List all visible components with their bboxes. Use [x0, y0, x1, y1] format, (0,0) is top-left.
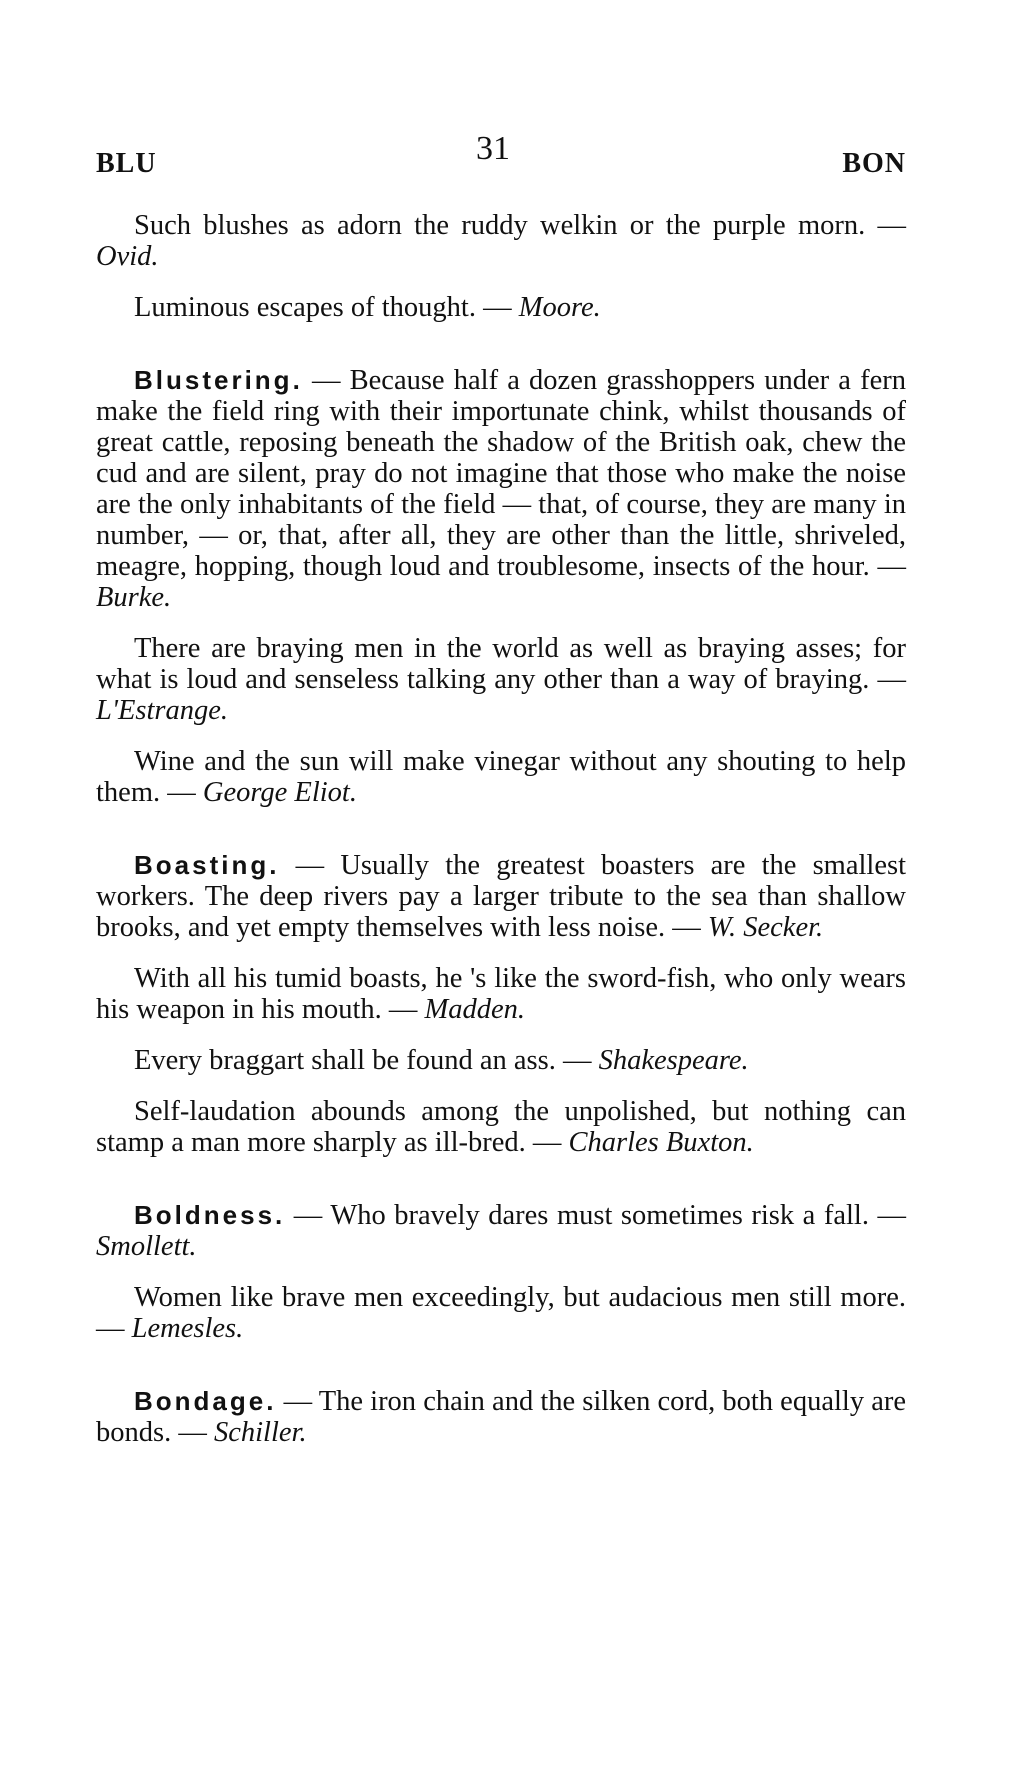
quote-paragraph	[96, 963, 906, 1025]
quote-author: Ovid.	[96, 241, 159, 272]
quote-text: — The iron chain and the silken cord, both equally are bonds. —	[96, 1386, 906, 1448]
entry-paragraph	[96, 1200, 906, 1262]
quote-author: Smollett.	[96, 1231, 197, 1262]
quote-text: Wine and the sun will make vinegar without any shouting to help them. —	[96, 746, 906, 808]
quote-paragraph	[96, 746, 906, 808]
quote-paragraph	[96, 1045, 906, 1076]
quote-text: — Who bravely dares must sometimes risk a fall. —	[285, 1200, 906, 1231]
entry-paragraph	[96, 1386, 906, 1448]
entry-term: Bondage.	[134, 1386, 277, 1416]
quote-text: Such blushes as adorn the ruddy welkin or the purple morn. —	[134, 210, 906, 241]
quote-author: W. Secker.	[707, 912, 824, 943]
quote-paragraph	[96, 292, 906, 323]
quote-author: George Eliot.	[202, 777, 357, 808]
quote-text: Self-laudation abounds among the unpolished, but nothing can stamp a man more sharply as ill-bred. —	[96, 1096, 906, 1158]
quote-text: There are braying men in the world as well as braying asses; for what is loud and senseless talking any other than a way of braying. —	[96, 633, 906, 695]
quote-paragraph	[96, 210, 906, 272]
quote-author: Burke.	[96, 582, 172, 613]
quote-paragraph	[96, 1096, 906, 1158]
quote-text: — Because half a dozen grasshoppers under a fern make the field ring with their importunate chink, whilst thousands of great cattle, reposing beneath the shadow of the British oak, chew the cud and are silent, pray do not imagine that those who make the noise are the only inhabitants of the field — that, of course, they are many in number, — or, that, after all, they are other than the little, shriveled, meagre, hopping, though loud and troublesome, insects of the hour. —	[96, 365, 906, 582]
quote-paragraph	[96, 1282, 906, 1344]
quote-author: Shakespeare.	[598, 1045, 749, 1076]
entry-term: Boldness.	[134, 1200, 286, 1230]
page-body	[96, 210, 906, 1468]
quote-author: Schiller.	[213, 1417, 307, 1448]
quote-text: Luminous escapes of thought. —	[134, 292, 519, 323]
quote-author: L'Estrange.	[96, 695, 228, 726]
page-number: 31	[476, 130, 510, 167]
quote-text: — Usually the greatest boasters are the smallest workers. The deep rivers pay a larger tribute to the sea than shallow brooks, and yet empty themselves with less noise. —	[96, 850, 906, 943]
running-header	[96, 130, 906, 180]
entry-term: Blustering.	[134, 365, 303, 395]
quote-text: Every braggart shall be found an ass. —	[134, 1045, 599, 1076]
quote-paragraph	[96, 633, 906, 726]
entry-paragraph	[96, 365, 906, 613]
quote-author: Lemesles.	[131, 1313, 244, 1344]
quote-author: Charles Buxton.	[568, 1127, 754, 1158]
header-right-guideword: BON	[842, 148, 906, 179]
quote-text: Women like brave men exceedingly, but audacious men still more. —	[96, 1282, 906, 1344]
quote-author: Madden.	[424, 994, 526, 1025]
quote-text: With all his tumid boasts, he 's like the sword-fish, who only wears his weapon in his mouth. —	[96, 963, 906, 1025]
header-left-guideword: BLU	[96, 148, 157, 179]
entry-paragraph	[96, 850, 906, 943]
entry-term: Boasting.	[134, 850, 280, 880]
quote-author: Moore.	[518, 292, 601, 323]
